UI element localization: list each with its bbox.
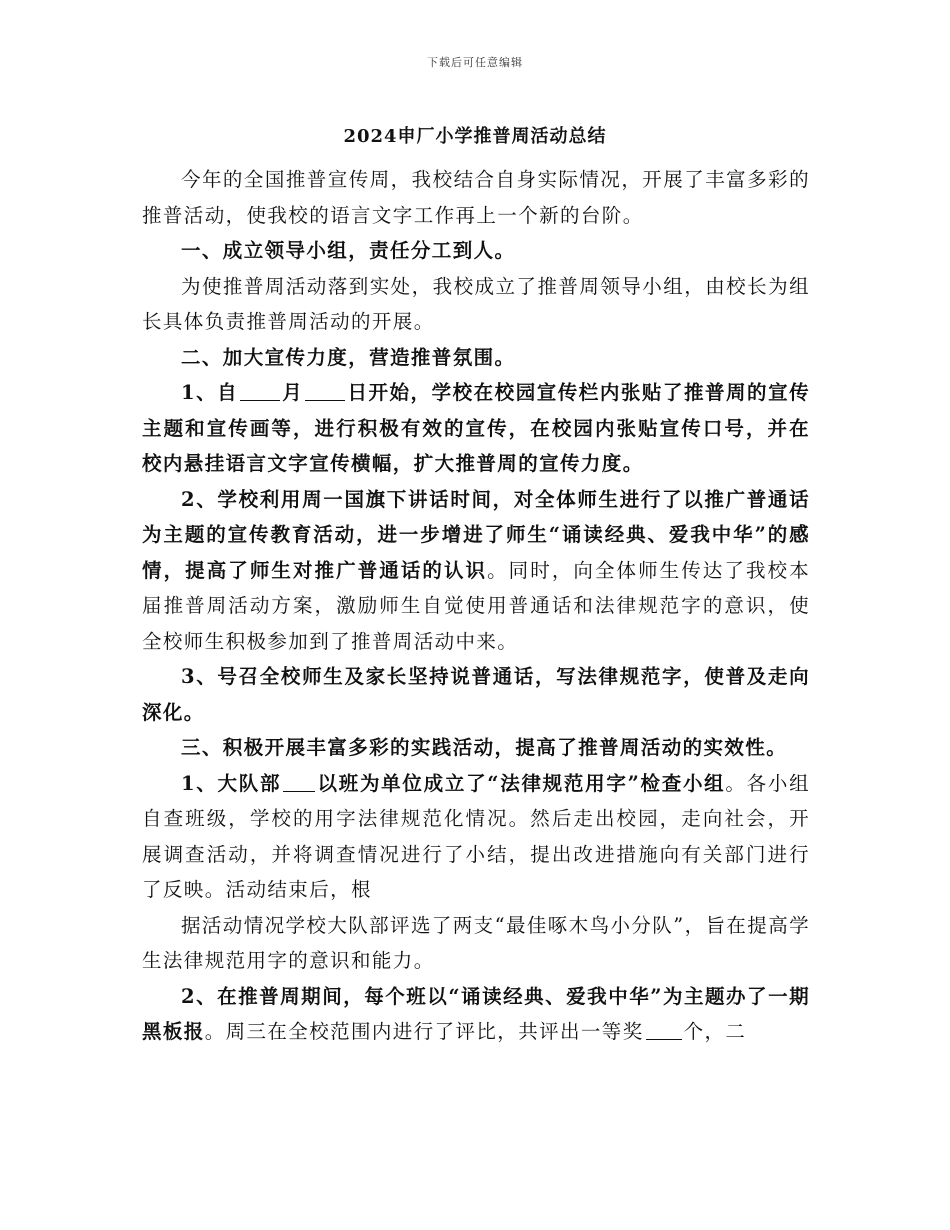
document-body	[142, 162, 810, 1050]
text-run-bold: 以班为单位成立了“法律规范用字”检查小组	[317, 771, 726, 795]
header-note: 下载后可任意编辑	[427, 56, 523, 69]
document-title: 2024申厂小学推普周活动总结	[343, 126, 607, 147]
fill-blank	[283, 771, 315, 792]
heading-section-3: 三、积极开展丰富多彩的实践活动，提高了推普周活动的实效性。	[181, 736, 788, 759]
fill-blank-count	[646, 1020, 682, 1041]
paragraph-publicity-3: 3、号召全校师生及家长坚持说普通话，写法律规范字，使普及走向深化。	[142, 665, 810, 724]
text-run: 1、自	[181, 381, 239, 404]
text-run: 日开始，学校在校园宣传栏内张贴了推普周的宣传主题和宣传画等，进行积极有效的宣传，在校园内张贴宣传口号，并在校内悬挂语言文字宣传横幅，扩大推普周的宣传力度。	[142, 381, 810, 475]
paragraph-activity-1-cont: 据活动情况学校大队部评选了两支“最佳啄木鸟小分队”，旨在提高学生法律规范用字的意识和能力。	[142, 913, 810, 972]
fill-blank-day	[305, 381, 345, 402]
text-run: 。各小组自查班级，学校的用字法律规范化情况。然后走出校园，走向社会，开展调查活动，并将调查情况进行了小结，提出改进措施向有关部门进行了反映。活动结束后，根	[142, 771, 810, 901]
text-run: 月	[282, 381, 304, 404]
text-run-bold: 1、大队部	[181, 771, 282, 795]
text-run: 。周三在全校范围内进行了评比，共评出一等奖	[204, 1020, 644, 1043]
text-run-bold: 2、在推普周期间，每个班以“诵读经典、爱我中华”为主题办了一期黑板报	[142, 984, 810, 1043]
text-run: 。同时，向全体师生传达了我校本届推普周活动方案，激励师生自觉使用普通话和法律规范字的意识，使全校师生积极参加到了推普周活动中来。	[142, 558, 810, 653]
text-run: 个，二	[683, 1020, 747, 1043]
heading-section-2: 二、加大宣传力度，营造推普氛围。	[181, 345, 516, 369]
paragraph-publicity-2	[142, 482, 810, 660]
paragraph-leadership: 为使推普周活动落到实处，我校成立了推普周领导小组，由校长为组长具体负责推普周活动的开展。	[142, 274, 810, 333]
text-run-bold: 2、学校利用周一国旗下讲话时间，对全体师生进行了以推广普通话为主题的宣传教育活动，进一步增进了师生“诵读经典、爱我中华”的感情，提高了师生对推广普通话的认识	[142, 487, 810, 582]
paragraph-publicity-1	[142, 375, 810, 482]
paragraph-activity-2	[142, 979, 810, 1050]
fill-blank-month	[240, 381, 280, 402]
heading-section-1: 一、成立领导小组，责任分工到人。	[181, 239, 516, 262]
paragraph-intro: 今年的全国推普宣传周，我校结合自身实际情况，开展了丰富多彩的推普活动，使我校的语言文字工作再上一个新的台阶。	[142, 168, 810, 227]
paragraph-activity-1	[142, 766, 810, 908]
